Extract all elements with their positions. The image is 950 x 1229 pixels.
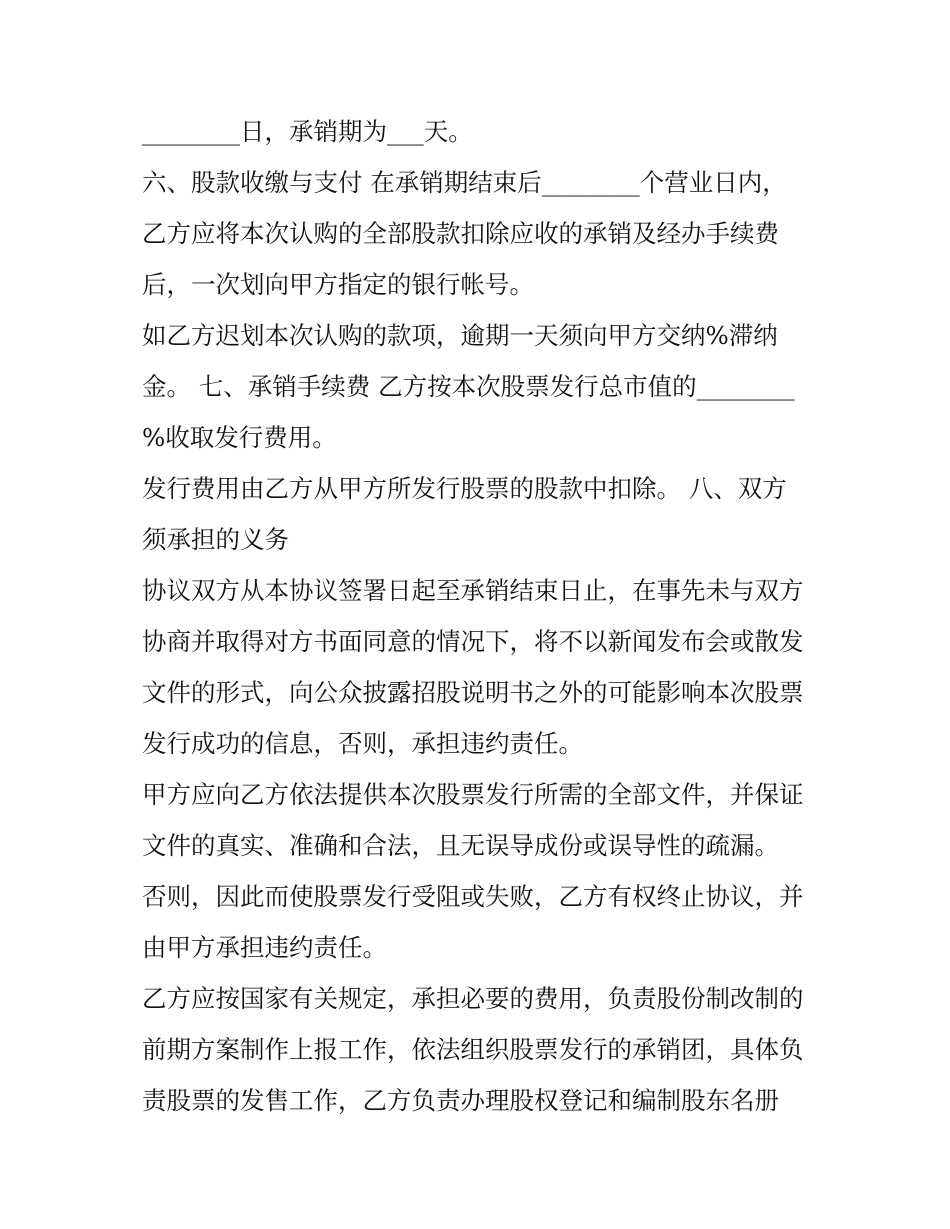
text-line: 乙方应按国家有关规定，承担必要的费用，负责股份制改制的: [142, 984, 804, 1013]
text-line: 甲方应向乙方依法提供本次股票发行所需的全部文件，并保证: [142, 780, 804, 809]
text-line: 由甲方承担违约责任。: [142, 933, 387, 962]
text-line: %收取发行费用。: [142, 423, 337, 452]
text-line: 协商并取得对方书面同意的情况下，将不以新闻发布会或散发: [142, 627, 804, 656]
text-line: 文件的形式，向公众披露招股说明书之外的可能影响本次股票: [142, 678, 804, 707]
text-line: 须承担的义务: [142, 525, 289, 554]
text-line: 后，一次划向甲方指定的银行帐号。: [142, 270, 534, 299]
text-line: 协议双方从本协议签署日起至承销结束日止，在事先未与双方: [142, 576, 804, 605]
text-line: 文件的真实、准确和合法，且无误导成份或误导性的疏漏。: [142, 831, 779, 860]
text-line: 发行成功的信息，否则，承担违约责任。: [142, 729, 583, 758]
document-body: [142, 106, 822, 1126]
text-line: 前期方案制作上报工作，依法组织股票发行的承销团，具体负: [142, 1035, 804, 1064]
text-line: ________日，承销期为___天。: [142, 117, 473, 146]
text-line: 否则，因此而使股票发行受阻或失败，乙方有权终止协议，并: [142, 882, 804, 911]
text-line: 六、股款收缴与支付 在承销期结束后________个营业日内，: [142, 168, 787, 197]
text-line: 乙方应将本次认购的全部股款扣除应收的承销及经办手续费: [142, 219, 779, 248]
text-line: 金。 七、承销手续费 乙方按本次股票发行总市值的________: [142, 372, 795, 401]
text-line: 如乙方迟划本次认购的款项，逾期一天须向甲方交纳%滞纳: [142, 321, 778, 350]
text-line: 责股票的发售工作，乙方负责办理股权登记和编制股东名册: [142, 1086, 779, 1115]
text-line: 发行费用由乙方从甲方所发行股票的股款中扣除。 八、双方: [142, 474, 787, 503]
